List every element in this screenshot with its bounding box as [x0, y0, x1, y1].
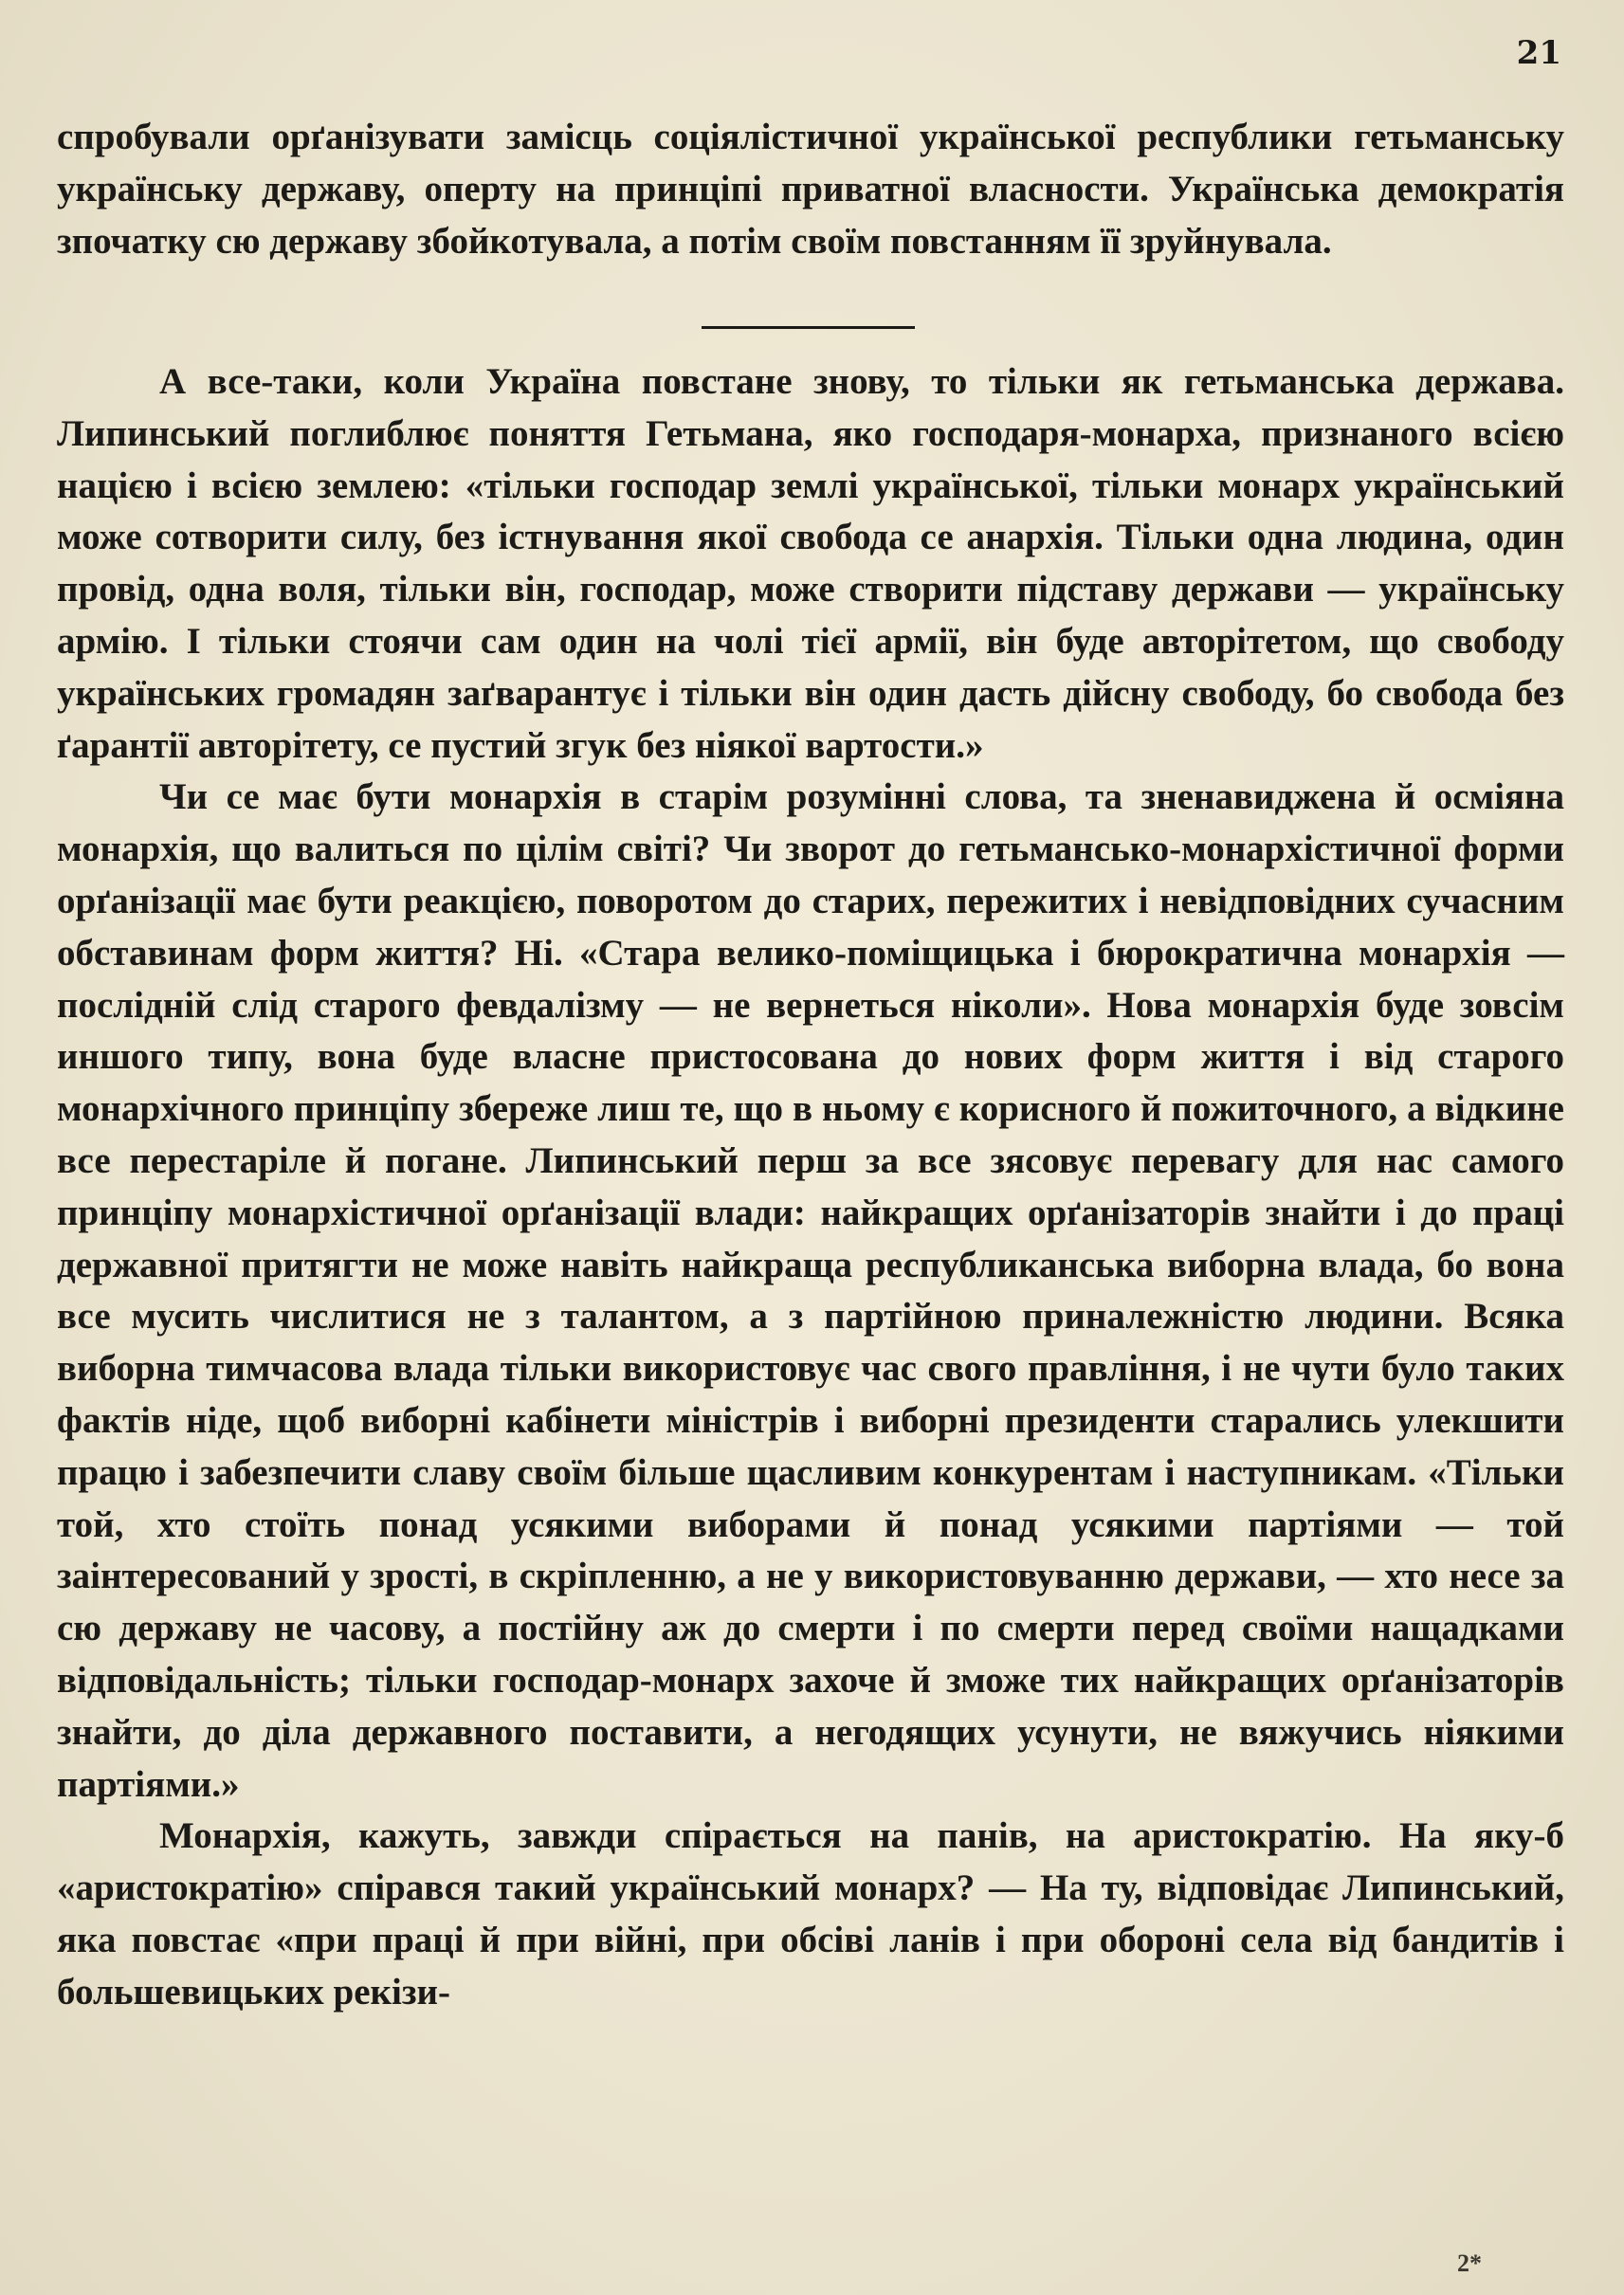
body-text	[57, 356, 1564, 2019]
opening-text	[57, 112, 1564, 267]
section-divider	[702, 326, 915, 329]
page-number: 21	[1516, 34, 1561, 72]
paragraph: Монархія, кажуть, завжди спірається на панів, на аристократію. На яку-б «аристократію» спірався такий український монарх? — На ту, відповідає Липинський, яка повстає «при праці й при війні, при обсіві ланів і при обороні села від бандитів і большевицьких рекізи-	[57, 1815, 1564, 2013]
paragraph: А все-таки, коли Україна повстане знову, то тільки як гетьманська держава. Липинський поглиблює поняття Гетьмана, яко господаря-монарха, признаного всією нацією і всією землею: «тільки господар землі української, тільки монарх український може сотворити силу, без істнування якої свобода се анархія. Тільки одна людина, один провід, одна воля, тільки він, господар, може створити підставу держави — українську армію. І тільки стоячи сам один на чолі тієї армії, він буде авторітетом, що свободу українських громадян заґварантує і тільки він один дасть дійсну свободу, бо свобода без ґарантії авторітету, се пустий згук без ніякої вартости.»	[57, 361, 1564, 766]
paragraph: Чи се має бути монархія в старім розумінні слова, та зненавиджена й осміяна монархія, що валиться по цілім світі? Чи зворот до гетьмансько-монархістичної форми орґанізації має бути реакцією, поворотом до старих, пережитих і невідповідних сучасним обставинам форм життя? Ні. «Стара велико-поміщицька і бюрократична монархія — послідній слід старого февдалізму — не вернеться ніколи». Нова монархія буде зовсім иншого типу, вона буде власне пристосована до нових форм життя і від старого монархічного принціпу збереже лиш те, що в ньому є корисного й пожиточного, а відкине все перестаріле й погане. Липинський перш за все зясовує перевагу для нас самого принціпу монархістичної орґанізації влади: найкращих орґанізаторів знайти і до праці державної притягти не може навіть найкраща республиканська виборна влада, бо вона все мусить числитися не з талантом, а з партійною приналежністю людини. Всяка виборна тимчасова влада тільки використовує час свого правління, і не чути було таких фактів ніде, щоб виборні кабінети міністрів і виборні президенти старались улекшити працю і забезпечити славу своїм більше щасливим конкурентам і наступникам. «Тільки той, хто стоїть понад усякими виборами й понад усякими партіями — той заінтересований у зрості, в скріпленню, а не у використовуванню держави, — хто несе за сю державу не часову, а постійну аж до смерти і по смерти перед своїми нащадками відповідальність; тільки господар-монарх захоче й зможе тих найкращих орґанізаторів знайти, до діла державного поставити, а негодящих усунути, не вяжучись ніякими партіями.»	[57, 776, 1564, 1805]
printer-signature: 2*	[1457, 2249, 1482, 2277]
paragraph-continuation: спробували орґанізувати замісць соціялістичної української республики гетьманську українську державу, оперту на принціпі приватної власности. Українська демократія зпочатку сю державу збойкотувала, а потім своїм повстанням її зруйнувала.	[57, 117, 1564, 262]
